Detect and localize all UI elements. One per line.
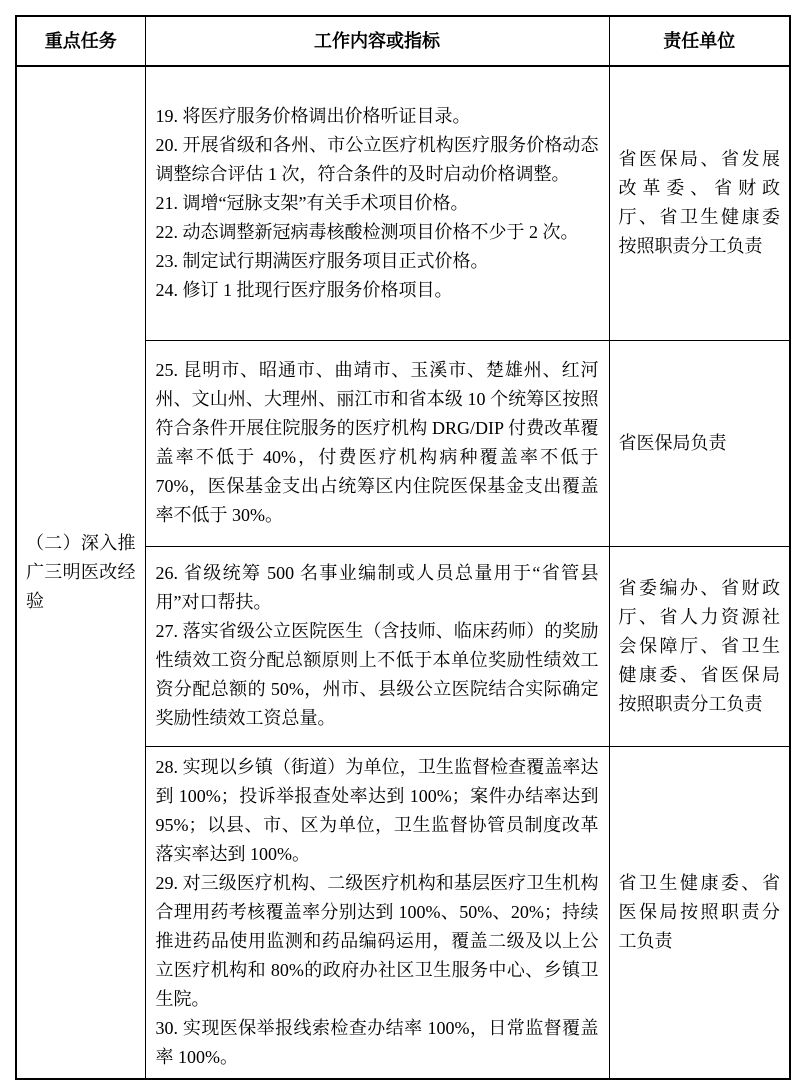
header-key-tasks: 重点任务 [16, 16, 145, 66]
unit-text-row3: 省委编办、省财政厅、省人力资源社会保障厅、省卫生健康委、省医保局按照职责分工负责 [618, 577, 780, 714]
work-item-30: 30. 实现医保举报线索检查办结率 100%，日常监督覆盖率 100%。 [155, 1017, 599, 1067]
task-table [15, 15, 791, 1080]
unit-text-row1: 省医保局、省发展改革委、省财政厅、省卫生健康委按照职责分工负责 [618, 149, 780, 257]
header-work-content: 工作内容或指标 [145, 16, 609, 66]
work-item-25: 25. 昆明市、昭通市、曲靖市、玉溪市、楚雄州、红河州、文山州、大理州、丽江市和省本级 10 个统筹区按照符合条件开展住院服务的医疗机构 DRG/DIP 付费改革覆盖率不低于 40%，付费医疗机构病种覆盖率不低于 70%，医保基金支出占统筹区内住院医保基金支出覆盖率不低于 30%。 [155, 360, 599, 525]
unit-cell-row1 [609, 66, 790, 340]
task-group-cell [16, 66, 145, 1079]
unit-text-row2: 省医保局负责 [618, 432, 727, 453]
work-item-19: 19. 将医疗服务价格调出价格听证目录。 [155, 105, 471, 126]
work-item-26: 26. 省级统筹 500 名事业编制或人员总量用于“省管县用”对口帮扶。 [155, 563, 599, 612]
unit-cell-row3 [609, 546, 790, 746]
work-item-23: 23. 制定试行期满医疗服务项目正式价格。 [155, 250, 489, 271]
work-item-27: 27. 落实省级公立医院医生（含技师、临床药师）的奖励性绩效工资分配总额原则上不低于本单位奖励性绩效工资分配总额的 50%，州市、县级公立医院结合实际确定奖励性绩效工资总量。 [155, 621, 599, 728]
task-group-label: （二）深入推广三明医改经验 [26, 532, 136, 611]
work-content-cell-row3 [145, 546, 609, 746]
work-item-22: 22. 动态调整新冠病毒核酸检测项目价格不少于 2 次。 [155, 221, 579, 242]
table-row [16, 66, 790, 340]
work-content-cell-row1 [145, 66, 609, 340]
unit-cell-row2 [609, 340, 790, 546]
header-responsible-unit: 责任单位 [609, 16, 790, 66]
work-item-28: 28. 实现以乡镇（街道）为单位，卫生监督检查覆盖率达到 100%；投诉举报查处率达到 100%；案件办结率达到 95%；以县、市、区为单位，卫生监督协管员制度改革落实率达到 100%。 [155, 756, 599, 864]
work-content-cell-row4 [145, 746, 609, 1079]
work-item-20: 20. 开展省级和各州、市公立医疗机构医疗服务价格动态调整综合评估 1 次，符合条件的及时启动价格调整。 [155, 134, 599, 184]
work-content-cell-row2 [145, 340, 609, 546]
unit-cell-row4 [609, 746, 790, 1079]
work-item-29: 29. 对三级医疗机构、二级医疗机构和基层医疗卫生机构合理用药考核覆盖率分别达到 100%、50%、20%；持续推进药品使用监测和药品编码运用，覆盖二级及以上公立医疗机构和 80%的政府办社区卫生服务中心、乡镇卫生院。 [155, 872, 599, 1009]
work-item-21: 21. 调增“冠脉支架”有关手术项目价格。 [155, 192, 469, 213]
work-item-24: 24. 修订 1 批现行医疗服务价格项目。 [155, 279, 453, 300]
unit-text-row4: 省卫生健康委、省医保局按照职责分工负责 [618, 872, 780, 951]
table-header-row [16, 16, 790, 66]
